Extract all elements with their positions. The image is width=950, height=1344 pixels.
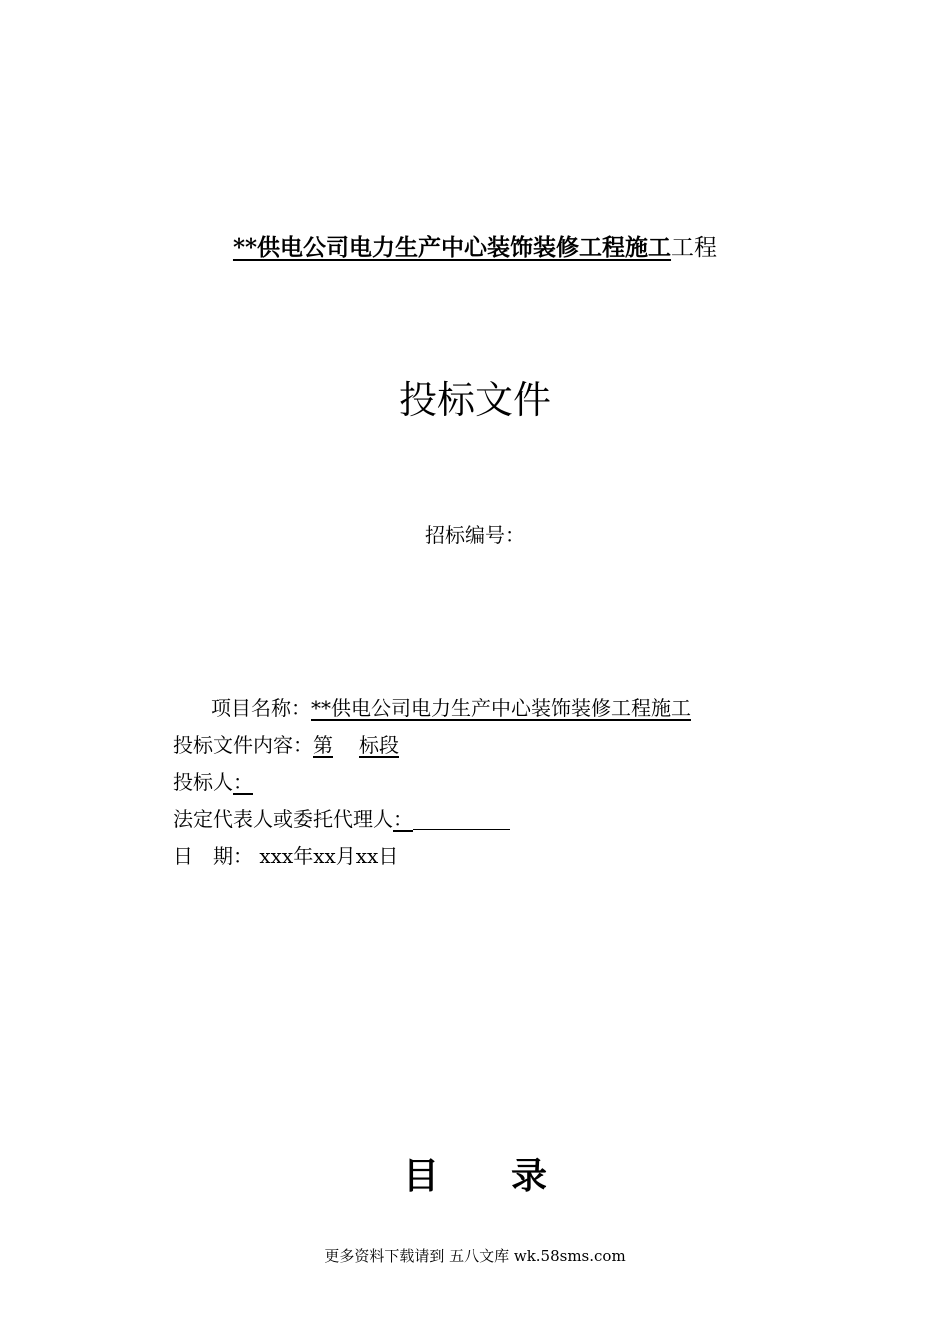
bid-info-block	[173, 690, 873, 875]
representative-blank-line	[413, 807, 510, 830]
bidder-row	[173, 764, 873, 801]
project-title-suffix: 工程	[671, 235, 718, 261]
footer-note: 更多资料下载请到 五八文库 wk.58sms.com	[324, 1247, 626, 1265]
project-name-row	[173, 690, 873, 727]
bidder-colon: ：	[233, 770, 253, 794]
representative-label: 法定代表人或委托代理人	[173, 807, 393, 831]
bid-content-label: 投标文件内容：	[173, 733, 313, 757]
project-name-label: 项目名称：	[211, 696, 311, 720]
representative-row	[173, 801, 873, 838]
bid-content-value	[313, 733, 399, 757]
representative-colon: ：	[393, 807, 413, 831]
bidder-label: 投标人	[173, 770, 233, 794]
project-title	[0, 228, 950, 268]
document-title: 投标文件	[398, 378, 551, 422]
bid-content-row	[173, 727, 873, 764]
bid-content-suffix: 标段	[359, 733, 399, 757]
toc-heading: 目录	[402, 1155, 619, 1197]
bid-number-label: 招标编号：	[425, 523, 525, 547]
date-label: 日 期：	[173, 844, 253, 868]
bid-content-prefix: 第	[313, 733, 333, 757]
project-name-value: **供电公司电力生产中心装饰装修工程施工	[311, 696, 691, 720]
date-value: xxx年xx月xx日	[259, 844, 399, 868]
project-title-main: **供电公司电力生产中心装饰装修工程施工	[232, 234, 672, 261]
date-row	[173, 838, 873, 875]
